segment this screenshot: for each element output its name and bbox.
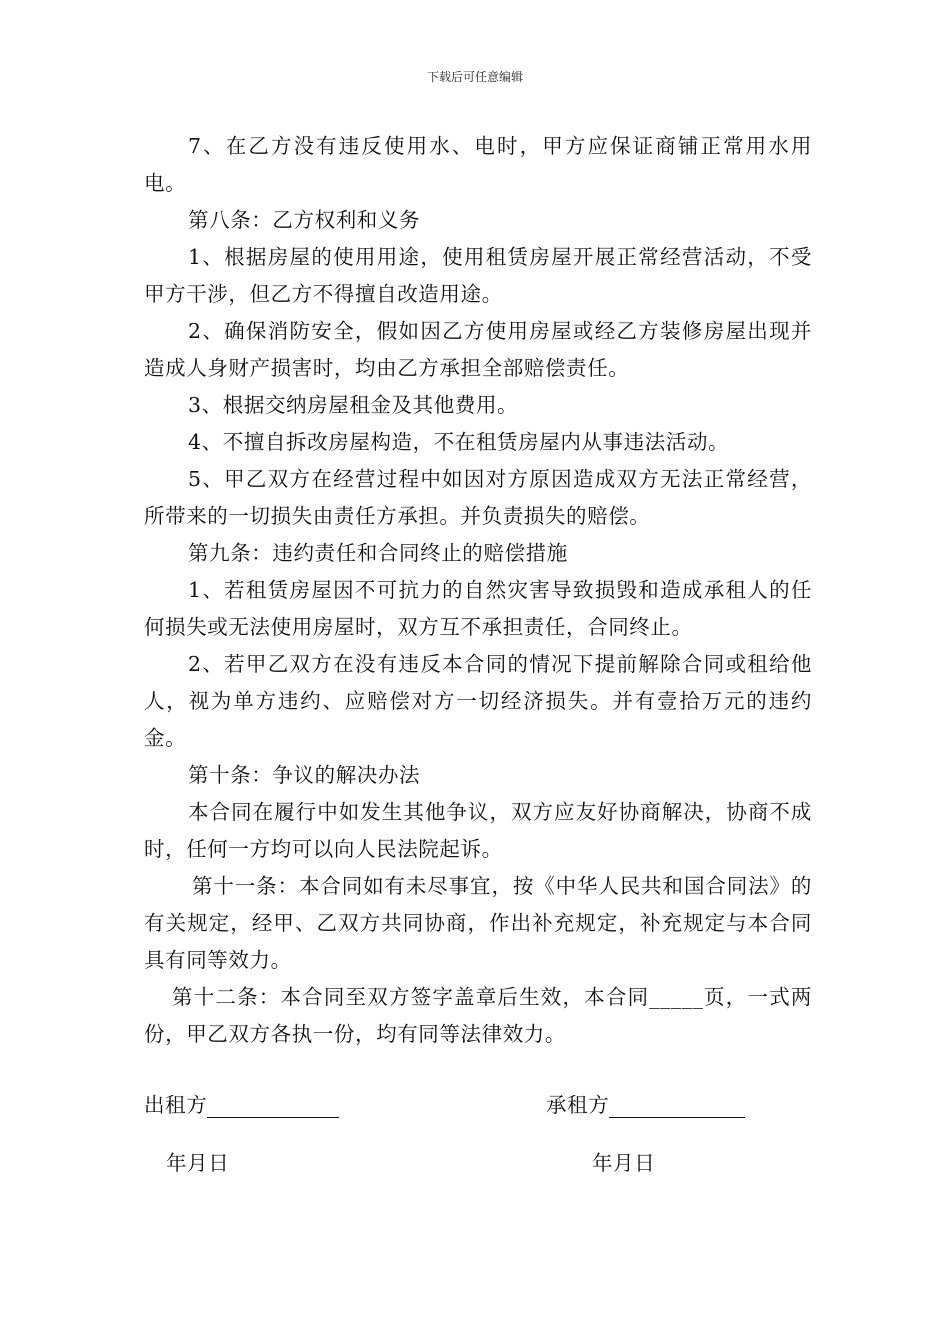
article-8-heading: 第八条：乙方权利和义务 — [188, 208, 421, 232]
article-9-item-1: 1、若租赁房屋因不可抗力的自然灾害导致损毁和造成承租人的任何损失或无法使用房屋时，双方互不承担责任，合同终止。 — [144, 578, 812, 639]
article-8-item-5: 5、甲乙双方在经营过程中如因对方原因造成双方无法正常经营，所带来的一切损失由责任方承担。并负责损失的赔偿。 — [144, 467, 812, 528]
article-12-paragraph: 第十二条：本合同至双方签字盖章后生效，本合同_____页，一式两份，甲乙双方各执一份，均有同等法律效力。 — [144, 985, 812, 1046]
lessor-signature-line[interactable] — [207, 1095, 339, 1118]
page-header-note: 下载后可任意编辑 — [426, 70, 523, 84]
lessor-signature — [144, 1088, 339, 1118]
article-11-paragraph: 第十一条：本合同如有未尽事宜，按《中华人民共和国合同法》的有关规定，经甲、乙双方共同协商，作出补充规定，补充规定与本合同具有同等效力。 — [144, 874, 812, 972]
clause-7-paragraph: 7、在乙方没有违反使用水、电时，甲方应保证商铺正常用水用电。 — [144, 134, 812, 195]
article-8-item-2: 2、确保消防安全，假如因乙方使用房屋或经乙方装修房屋出现并造成人身财产损害时，均由乙方承担全部赔偿责任。 — [144, 319, 812, 380]
article-8-item-3: 3、根据交纳房屋租金及其他费用。 — [188, 393, 519, 417]
article-10-body: 本合同在履行中如发生其他争议，双方应友好协商解决，协商不成时，任何一方均可以向人民法院起诉。 — [144, 800, 812, 861]
lessee-signature — [546, 1088, 745, 1118]
article-9-item-2: 2、若甲乙双方在没有违反本合同的情况下提前解除合同或租给他人，视为单方违约、应赔偿对方一切经济损失。并有壹拾万元的违约金。 — [144, 652, 812, 750]
lessor-label: 出租方 — [144, 1093, 208, 1117]
article-8-item-4: 4、不擅自拆改房屋构造，不在租赁房屋内从事违法活动。 — [188, 430, 730, 454]
article-9-heading: 第九条：违约责任和合同终止的赔偿措施 — [188, 541, 568, 565]
lessor-date: 年月日 — [166, 1151, 230, 1175]
article-10-heading: 第十条：争议的解决办法 — [188, 763, 421, 787]
lessee-signature-line[interactable] — [609, 1095, 745, 1118]
lessee-label: 承租方 — [546, 1093, 610, 1117]
lessee-date: 年月日 — [592, 1151, 656, 1175]
contract-body — [144, 128, 812, 1053]
article-8-item-1: 1、根据房屋的使用用途，使用租赁房屋开展正常经营活动，不受甲方干涉，但乙方不得擅自改造用途。 — [144, 245, 812, 306]
